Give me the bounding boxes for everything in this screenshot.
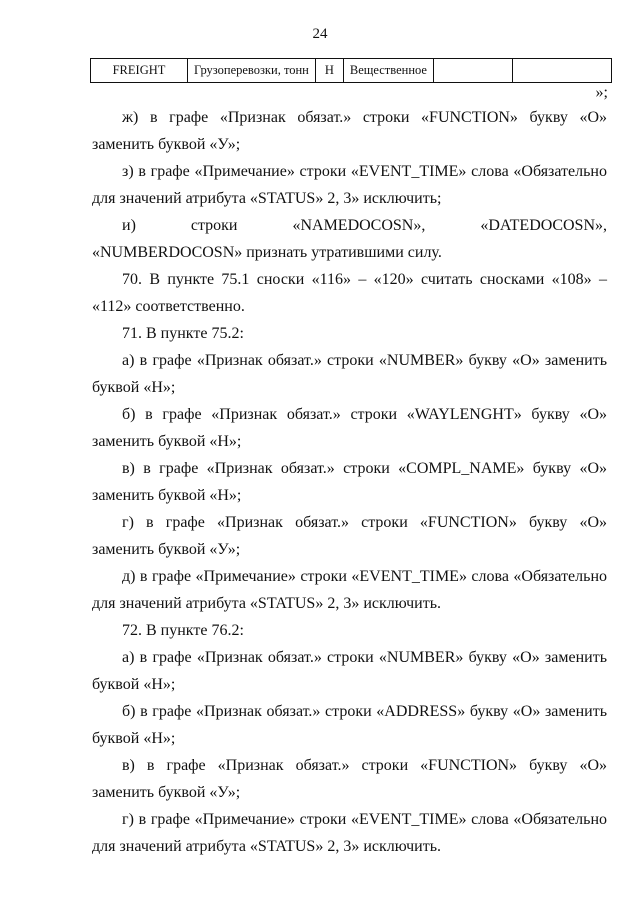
paragraph: д) в графе «Примечание» строки «EVENT_TIME» слова «Обязательно для значений атрибута «STATUS» 2, 3» исключить. [92, 568, 607, 612]
paragraph: и) строки «NAMEDOCOSN», «DATEDOCOSN», «NUMBERDOCOSN» признать утратившими силу. [92, 217, 607, 261]
paragraph: 70. В пункте 75.1 сноски «116» – «120» считать сносками «108» – «112» соответственно. [92, 271, 607, 315]
paragraph: г) в графе «Примечание» строки «EVENT_TIME» слова «Обязательно для значений атрибута «STATUS» 2, 3» исключить. [92, 811, 607, 855]
paragraph: б) в графе «Признак обязат.» строки «ADDRESS» букву «О» заменить буквой «Н»; [92, 703, 607, 747]
paragraph: 71. В пункте 75.2: [122, 325, 244, 342]
table-cell-flag: Н [315, 59, 343, 83]
paragraph: з) в графе «Примечание» строки «EVENT_TIME» слова «Обязательно для значений атрибута «STATUS» 2, 3» исключить; [92, 163, 607, 207]
table-cell-empty-2 [512, 59, 611, 83]
paragraph: ж) в графе «Признак обязат.» строки «FUNCTION» букву «О» заменить буквой «У»; [92, 109, 607, 153]
freight-table-row [90, 58, 612, 83]
page-number: 24 [312, 26, 328, 42]
document-body [92, 104, 607, 860]
paragraph: б) в графе «Признак обязат.» строки «WAYLENGHT» букву «О» заменить буквой «Н»; [92, 406, 607, 450]
paragraph: 72. В пункте 76.2: [122, 622, 244, 639]
table-cell-description: Грузоперевозки, тонн [188, 59, 316, 83]
paragraph: а) в графе «Признак обязат.» строки «NUMBER» букву «О» заменить буквой «Н»; [92, 352, 607, 396]
paragraph: г) в графе «Признак обязат.» строки «FUNCTION» букву «О» заменить буквой «У»; [92, 514, 607, 558]
table-row [91, 59, 612, 83]
table-closing-quote: »; [595, 84, 608, 101]
table-cell-code: FREIGHT [91, 59, 188, 83]
paragraph: в) в графе «Признак обязат.» строки «FUNCTION» букву «О» заменить буквой «У»; [92, 757, 607, 801]
paragraph: в) в графе «Признак обязат.» строки «COMPL_NAME» букву «О» заменить буквой «Н»; [92, 460, 607, 504]
paragraph: а) в графе «Признак обязат.» строки «NUMBER» букву «О» заменить буквой «Н»; [92, 649, 607, 693]
table-cell-type: Вещественное [343, 59, 433, 83]
table-cell-empty-1 [433, 59, 512, 83]
